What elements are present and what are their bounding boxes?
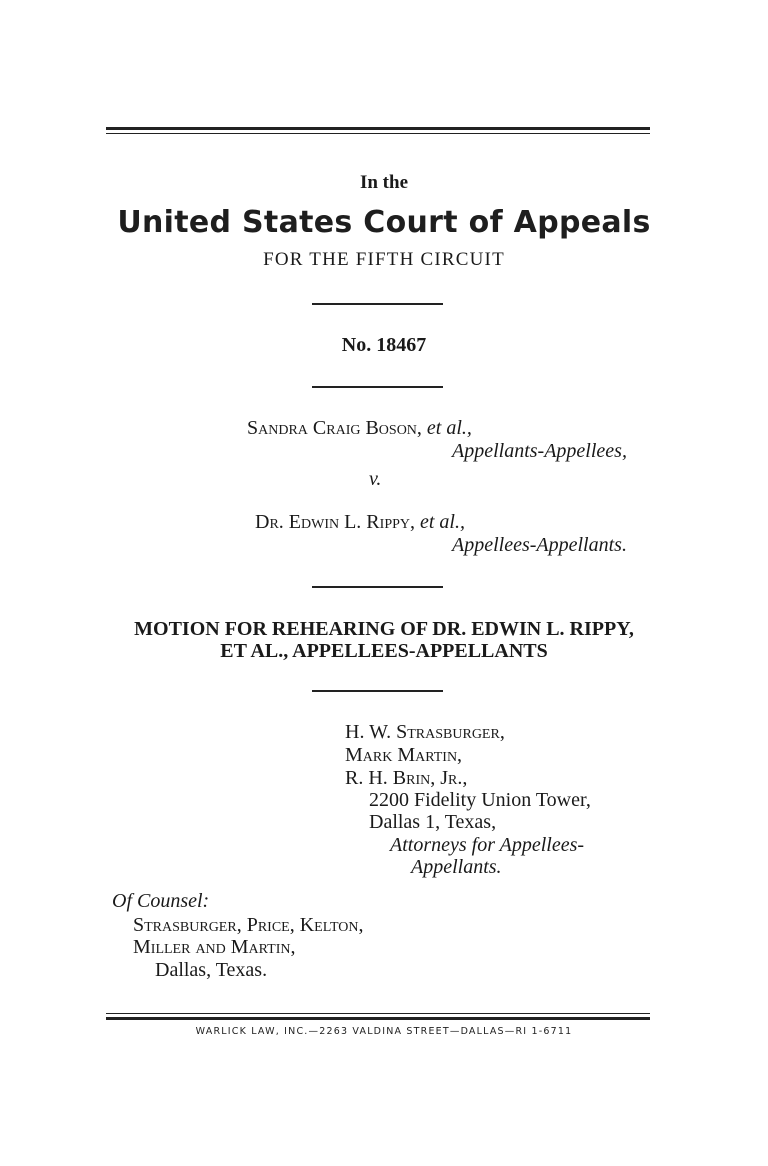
- divider-1: [312, 303, 443, 305]
- appellant-role: Appellants-Appellees,: [452, 440, 627, 462]
- circuit-name: FOR THE FIFTH CIRCUIT: [263, 249, 505, 270]
- case-number: No. 18467: [341, 334, 427, 356]
- appellee-etal: et al.,: [420, 511, 465, 533]
- top-rule-thin: [106, 133, 650, 134]
- appellant-name: Sandra Craig Boson,: [247, 417, 422, 439]
- attorney-name-1: H. W. Strasburger,: [345, 721, 505, 743]
- attorney-address-2: Dallas 1, Texas,: [369, 811, 497, 833]
- appellant-line: [247, 417, 472, 440]
- attorney-name-3: R. H. Brin, Jr.,: [345, 767, 468, 789]
- divider-2: [312, 386, 443, 388]
- attorney-role-2: Appellants.: [411, 856, 502, 878]
- appellee-role: Appellees-Appellants.: [452, 534, 627, 556]
- motion-title-line-2: ET AL., APPELLEES-APPELLANTS: [220, 640, 548, 662]
- appellant-etal: et al.,: [426, 417, 472, 439]
- in-the-heading: In the: [359, 172, 409, 193]
- attorney-role-1: Attorneys for Appellees-: [390, 834, 585, 856]
- versus: v.: [369, 468, 382, 490]
- divider-3: [312, 586, 443, 588]
- of-counsel-label: Of Counsel:: [112, 890, 210, 912]
- court-name: United States Court of Appeals: [117, 205, 651, 240]
- bottom-rule-thick: [106, 1017, 650, 1020]
- motion-title-line-1: MOTION FOR REHEARING OF DR. EDWIN L. RIPPY,: [134, 618, 634, 640]
- motion-title: [0, 618, 768, 662]
- bottom-rule-thin: [106, 1013, 650, 1014]
- counsel-firm-line-2: Miller and Martin,: [133, 936, 296, 958]
- appellee-line: [255, 511, 465, 534]
- divider-4: [312, 690, 443, 692]
- top-rule-thick: [106, 127, 650, 130]
- printer-imprint: WARLICK LAW, INC.—2263 VALDINA STREET—DALLAS—RI 1-6711: [195, 1026, 573, 1037]
- appellee-name: Dr. Edwin L. Rippy,: [255, 511, 415, 533]
- counsel-firm-line-1: Strasburger, Price, Kelton,: [133, 914, 364, 936]
- attorney-name-2: Mark Martin,: [345, 744, 463, 766]
- counsel-city: Dallas, Texas.: [155, 959, 268, 981]
- attorney-address-1: 2200 Fidelity Union Tower,: [369, 789, 591, 811]
